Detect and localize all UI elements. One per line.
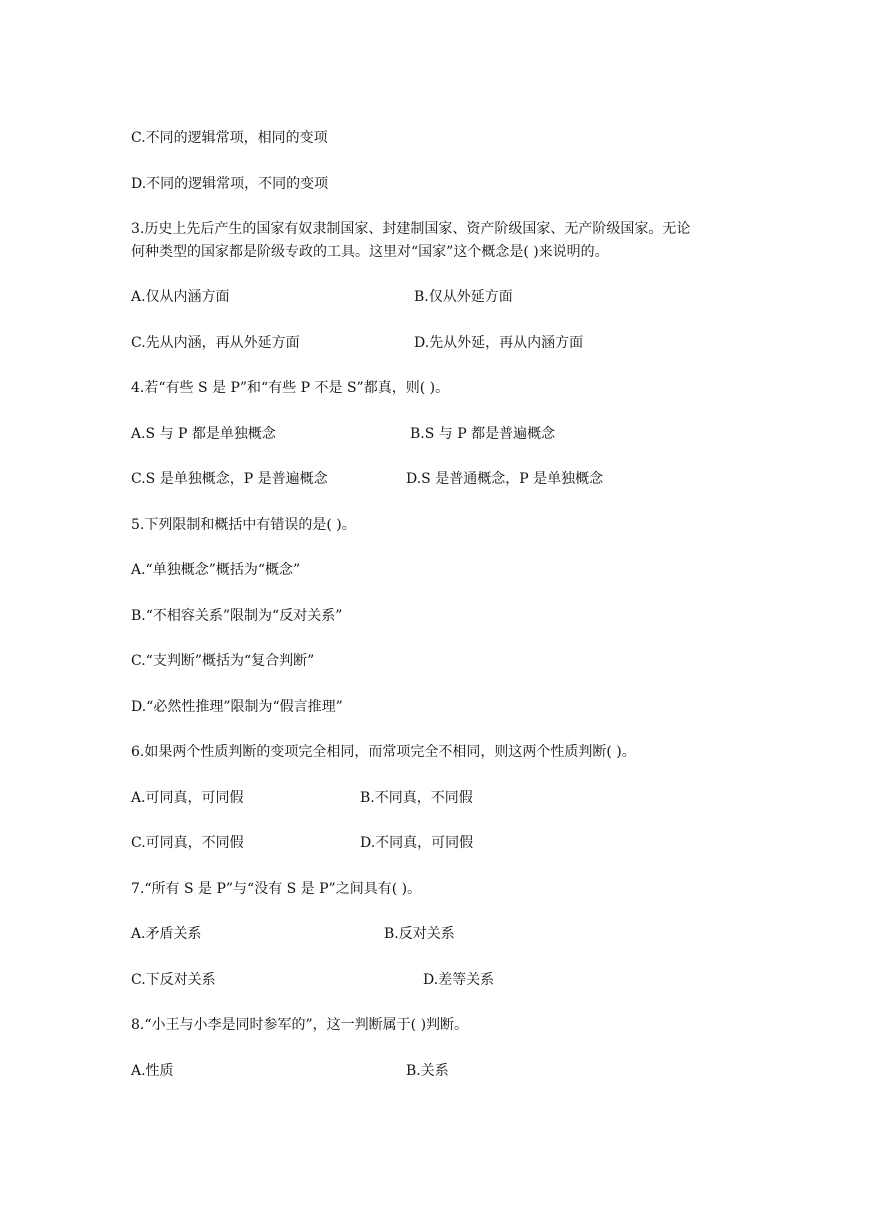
q3-option-d: D.先从外延，再从内涵方面 bbox=[414, 335, 584, 351]
q4-option-c: C.S 是单独概念，P 是普遍概念 bbox=[131, 471, 328, 487]
q2-option-c: C.不同的逻辑常项，相同的变项 bbox=[131, 130, 328, 146]
q7-option-b: B.反对关系 bbox=[384, 926, 455, 942]
q7-stem: 7.“所有 S 是 P”与“没有 S 是 P”之间具有( )。 bbox=[131, 881, 422, 897]
q8-option-b: B.关系 bbox=[406, 1063, 449, 1079]
q3-stem-line-2: 何种类型的国家都是阶级专政的工具。这里对“国家”这个概念是( )来说明的。 bbox=[131, 244, 609, 260]
q5-option-d: D.“必然性推理”限制为“假言推理” bbox=[131, 699, 343, 715]
q4-option-a: A.S 与 P 都是单独概念 bbox=[131, 426, 276, 442]
q3-option-c: C.先从内涵，再从外延方面 bbox=[131, 335, 300, 351]
q4-stem: 4.若“有些 S 是 P”和“有些 P 不是 S”都真，则( )。 bbox=[131, 380, 450, 396]
q3-stem-line-1: 3.历史上先后产生的国家有奴隶制国家、封建制国家、资产阶级国家、无产阶级国家。无论 bbox=[131, 221, 691, 237]
q2-option-d: D.不同的逻辑常项，不同的变项 bbox=[131, 176, 329, 192]
q8-stem: 8.“小王与小李是同时参军的”，这一判断属于( )判断。 bbox=[131, 1017, 469, 1033]
q7-option-c: C.下反对关系 bbox=[131, 972, 216, 988]
q6-option-c: C.可同真，不同假 bbox=[131, 835, 244, 851]
q6-option-a: A.可同真，可同假 bbox=[131, 790, 244, 806]
q5-option-c: C.“支判断”概括为“复合判断” bbox=[131, 653, 315, 669]
q4-option-b: B.S 与 P 都是普遍概念 bbox=[410, 426, 556, 442]
q8-option-a: A.性质 bbox=[131, 1063, 174, 1079]
q6-option-b: B.不同真，不同假 bbox=[360, 790, 473, 806]
q6-stem: 6.如果两个性质判断的变项完全相同，而常项完全不相同，则这两个性质判断( )。 bbox=[131, 744, 636, 760]
q7-option-d: D.差等关系 bbox=[423, 972, 495, 988]
q3-option-b: B.仅从外延方面 bbox=[414, 289, 513, 305]
q5-stem: 5.下列限制和概括中有错误的是( )。 bbox=[131, 517, 356, 533]
q5-option-b: B.“不相容关系”限制为“反对关系” bbox=[131, 608, 343, 624]
q5-option-a: A.“单独概念”概括为“概念” bbox=[131, 562, 301, 578]
q6-option-d: D.不同真，可同假 bbox=[360, 835, 474, 851]
q4-option-d: D.S 是普通概念，P 是单独概念 bbox=[406, 471, 604, 487]
q3-option-a: A.仅从内涵方面 bbox=[131, 289, 230, 305]
q7-option-a: A.矛盾关系 bbox=[131, 926, 202, 942]
